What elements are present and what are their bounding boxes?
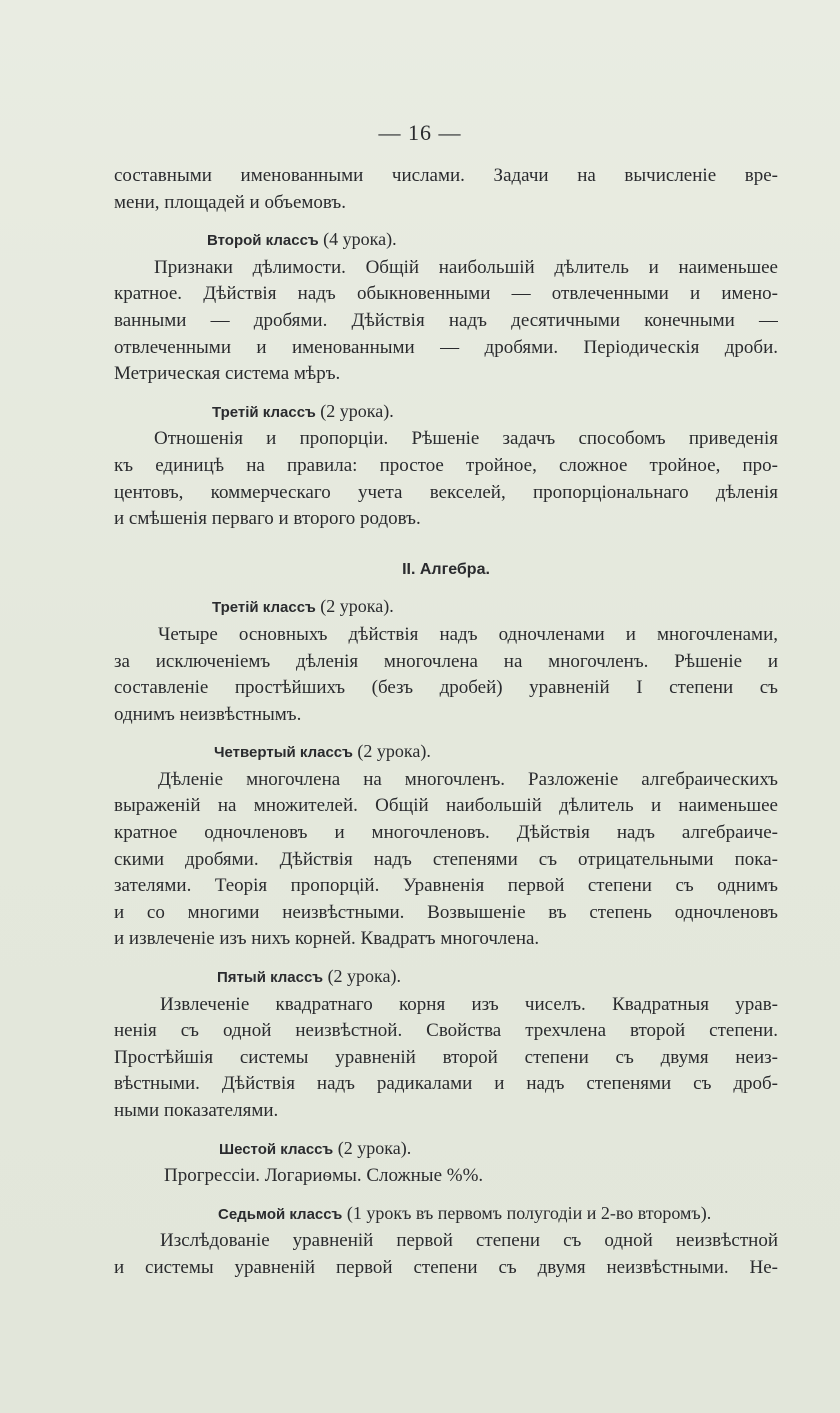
class-label: Третій классъ — [212, 403, 316, 421]
paragraph — [114, 426, 778, 532]
text-line: кратное. Дѣйствія надъ обыкновенными — отвлеченными и имено- — [114, 283, 778, 305]
class-heading — [114, 398, 778, 425]
text-line: ненія съ одной неизвѣстной. Свойства трехчлена второй степени. — [114, 1020, 778, 1042]
hours-label: (1 урокъ въ первомъ полугодіи и 2-во второмъ). — [346, 1202, 712, 1223]
text-line: выраженій на множителей. Общій наибольшій дѣлитель и наименьшее — [114, 795, 778, 817]
text-line: и системы уравненій первой степени съ двумя неизвѣстными. Не- — [114, 1256, 778, 1278]
class-heading — [114, 593, 778, 620]
text-line: Признаки дѣлимости. Общій наибольшій дѣлитель и наименьшее — [154, 256, 778, 278]
text-line: Извлеченіе квадратнаго корня изъ чиселъ. Квадратныя урав- — [160, 993, 778, 1015]
text-line: къ единицѣ на правила: простое тройное, сложное тройное, про- — [114, 454, 778, 476]
text-line: и со многими неизвѣстными. Возвышеніе въ степень одночленовъ — [114, 901, 778, 923]
class-heading — [114, 963, 778, 990]
hours-label: (2 урока). — [320, 596, 394, 617]
text-line: мени, площадей и объемовъ. — [114, 191, 346, 213]
paragraph — [114, 1228, 778, 1281]
class-label: Седьмой классъ — [218, 1205, 343, 1223]
text-line: однимъ неизвѣстнымъ. — [114, 703, 302, 725]
text-line: составными именованными числами. Задачи на вычисленіе вре- — [114, 165, 778, 186]
paragraph — [114, 1163, 778, 1190]
text-line: и извлеченіе изъ нихъ корней. Квадратъ многочлена. — [114, 928, 540, 950]
text-line: зателями. Теорія пропорцій. Уравненія первой степени съ однимъ — [114, 875, 778, 897]
paragraph — [114, 992, 778, 1125]
class-label: Третій классъ — [212, 599, 316, 617]
hours-label: (2 урока). — [337, 1137, 412, 1158]
text-line: скими дробями. Дѣйствія надъ степенями съ отрицательными пока- — [114, 848, 778, 870]
hours-label: (2 урока). — [357, 741, 431, 762]
text-line: ванными — дробями. Дѣйствія надъ десятичными конечными — — [114, 309, 778, 331]
text-line: за исключеніемъ дѣленія многочлена на многочленъ. Рѣшеніе и — [114, 650, 778, 672]
text-line: вѣстными. Дѣйствія надъ радикалами и надъ степенями съ дроб- — [114, 1073, 778, 1095]
paragraph — [114, 255, 778, 388]
text-line: кратное одночленовъ и многочленовъ. Дѣйствія надъ алгебраиче- — [114, 822, 778, 844]
text-line: Метрическая система мѣръ. — [114, 363, 341, 385]
class-label: Пятый классъ — [217, 969, 324, 987]
text-line: Дѣленіе многочлена на многочленъ. Разложеніе алгебраическихъ — [158, 768, 778, 790]
paragraph-continuation — [114, 163, 778, 216]
hours-label: (2 урока). — [327, 966, 402, 987]
text-line: Прогрессіи. Логариѳмы. Сложные %%. — [164, 1165, 484, 1187]
paragraph — [114, 622, 778, 728]
text-line: отвлеченными и именованными — дробями. Періодическія дроби. — [114, 336, 778, 358]
section-title: II. Алгебра. — [402, 560, 490, 578]
class-heading — [114, 226, 778, 253]
class-heading — [114, 1200, 778, 1227]
text-line: Изслѣдованіе уравненій первой степени съ одной неизвѣстной — [160, 1230, 778, 1252]
hours-label: (4 урока). — [323, 229, 397, 250]
paragraph — [114, 767, 778, 953]
class-heading — [114, 738, 778, 765]
text-line: и смѣшенія перваго и второго родовъ. — [114, 508, 421, 530]
text-line: Простѣйшія системы уравненій второй степени съ двумя неиз- — [114, 1046, 778, 1068]
text-line: ными показателями. — [114, 1100, 279, 1121]
class-label: Шестой классъ — [219, 1140, 334, 1158]
class-label: Четвертый классъ — [214, 744, 353, 762]
hours-label: (2 урока). — [320, 400, 394, 421]
class-heading — [114, 1135, 778, 1162]
text-line: Четыре основныхъ дѣйствія надъ одночленами и многочленами, — [158, 623, 778, 645]
text-line: центовъ, коммерческаго учета векселей, пропорціональнаго дѣленія — [114, 481, 778, 503]
body-text — [114, 163, 778, 1282]
text-line: Отношенія и пропорціи. Рѣшеніе задачъ способомъ приведенія — [154, 428, 778, 450]
text-line: составленіе простѣйшихъ (безъ дробей) уравненій I степени съ — [114, 677, 778, 699]
class-label: Второй классъ — [207, 232, 319, 250]
page-number: — 16 — — [378, 120, 462, 145]
